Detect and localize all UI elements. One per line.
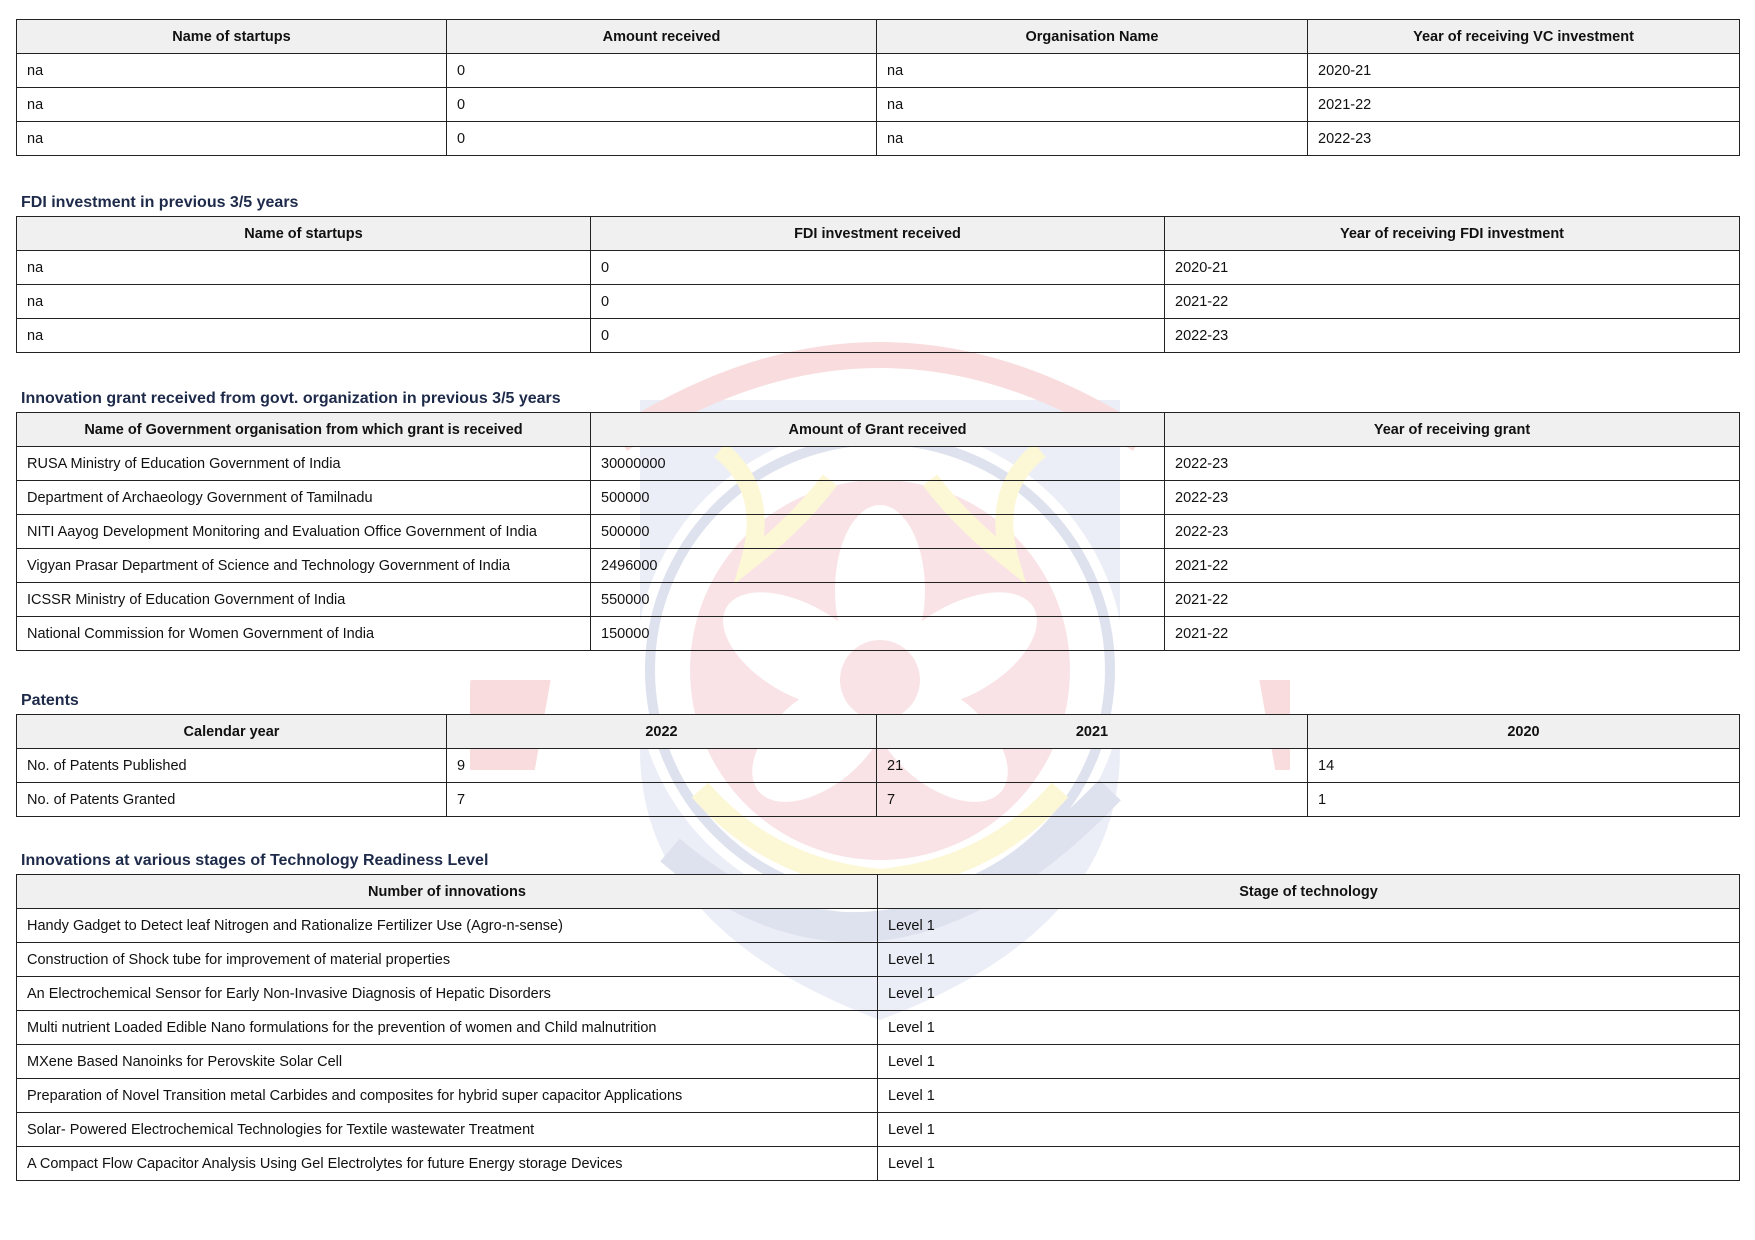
column-header: Name of Government organisation from which grant is received xyxy=(17,413,591,447)
table-cell: 2021-22 xyxy=(1308,88,1740,122)
table-header-row xyxy=(17,875,1740,909)
table-cell: 0 xyxy=(591,251,1165,285)
table-row xyxy=(17,549,1740,583)
column-header: Amount received xyxy=(447,20,877,54)
table-cell: Level 1 xyxy=(878,977,1740,1011)
table-cell: 2496000 xyxy=(591,549,1165,583)
table-row xyxy=(17,515,1740,549)
table-cell: 7 xyxy=(447,783,877,817)
table-cell: RUSA Ministry of Education Government of India xyxy=(17,447,591,481)
table-cell: na xyxy=(877,122,1308,156)
fdi-section-title: FDI investment in previous 3/5 years xyxy=(21,194,299,211)
column-header: 2021 xyxy=(877,715,1308,749)
column-header: Organisation Name xyxy=(877,20,1308,54)
table-cell: National Commission for Women Government of India xyxy=(17,617,591,651)
table-cell: Handy Gadget to Detect leaf Nitrogen and Rationalize Fertilizer Use (Agro-n-sense) xyxy=(17,909,878,943)
table-cell: 2022-23 xyxy=(1165,515,1740,549)
table-header-row xyxy=(17,20,1740,54)
patents-table xyxy=(16,714,1740,817)
table-cell: na xyxy=(877,54,1308,88)
table-header-row xyxy=(17,217,1740,251)
table-cell: Level 1 xyxy=(878,1147,1740,1181)
table-row xyxy=(17,1011,1740,1045)
table-row xyxy=(17,1045,1740,1079)
innovation-grants-table xyxy=(16,412,1740,651)
column-header: Year of receiving FDI investment xyxy=(1165,217,1740,251)
table-cell: ICSSR Ministry of Education Government of India xyxy=(17,583,591,617)
table-cell: 0 xyxy=(447,122,877,156)
table-row xyxy=(17,909,1740,943)
table-cell: 30000000 xyxy=(591,447,1165,481)
column-header: Calendar year xyxy=(17,715,447,749)
table-cell: MXene Based Nanoinks for Perovskite Solar Cell xyxy=(17,1045,878,1079)
table-cell: No. of Patents Published xyxy=(17,749,447,783)
table-row xyxy=(17,749,1740,783)
table-cell: Multi nutrient Loaded Edible Nano formulations for the prevention of women and Child malnutrition xyxy=(17,1011,878,1045)
table-cell: 2020-21 xyxy=(1308,54,1740,88)
table-row xyxy=(17,122,1740,156)
table-cell: NITI Aayog Development Monitoring and Evaluation Office Government of India xyxy=(17,515,591,549)
table-cell: 2022-23 xyxy=(1308,122,1740,156)
column-header: Stage of technology xyxy=(878,875,1740,909)
table-row xyxy=(17,447,1740,481)
table-cell: 0 xyxy=(447,54,877,88)
table-row xyxy=(17,617,1740,651)
column-header: 2022 xyxy=(447,715,877,749)
column-header: Number of innovations xyxy=(17,875,878,909)
table-cell: Department of Archaeology Government of Tamilnadu xyxy=(17,481,591,515)
table-cell: na xyxy=(17,285,591,319)
trl-section-title: Innovations at various stages of Technology Readiness Level xyxy=(21,852,489,869)
table-header-row xyxy=(17,715,1740,749)
table-cell: Construction of Shock tube for improvement of material properties xyxy=(17,943,878,977)
table-cell: 2022-23 xyxy=(1165,447,1740,481)
table-cell: na xyxy=(17,88,447,122)
table-row xyxy=(17,319,1740,353)
column-header: Year of receiving VC investment xyxy=(1308,20,1740,54)
vc-investment-table xyxy=(16,19,1740,156)
table-cell: An Electrochemical Sensor for Early Non-Invasive Diagnosis of Hepatic Disorders xyxy=(17,977,878,1011)
table-cell: No. of Patents Granted xyxy=(17,783,447,817)
table-cell: 21 xyxy=(877,749,1308,783)
table-cell: 550000 xyxy=(591,583,1165,617)
table-cell: 2020-21 xyxy=(1165,251,1740,285)
table-row xyxy=(17,88,1740,122)
table-cell: 2022-23 xyxy=(1165,319,1740,353)
table-cell: 14 xyxy=(1308,749,1740,783)
table-cell: 0 xyxy=(447,88,877,122)
table-row xyxy=(17,285,1740,319)
table-cell: A Compact Flow Capacitor Analysis Using Gel Electrolytes for future Energy storage Devices xyxy=(17,1147,878,1181)
table-cell: na xyxy=(17,319,591,353)
table-cell: Solar- Powered Electrochemical Technologies for Textile wastewater Treatment xyxy=(17,1113,878,1147)
column-header: Amount of Grant received xyxy=(591,413,1165,447)
table-row xyxy=(17,1113,1740,1147)
table-cell: 500000 xyxy=(591,481,1165,515)
table-cell: 2021-22 xyxy=(1165,617,1740,651)
table-cell: na xyxy=(17,54,447,88)
table-cell: 7 xyxy=(877,783,1308,817)
table-cell: na xyxy=(17,251,591,285)
column-header: FDI investment received xyxy=(591,217,1165,251)
table-cell: 150000 xyxy=(591,617,1165,651)
fdi-investment-table xyxy=(16,216,1740,353)
table-row xyxy=(17,1147,1740,1181)
table-cell: Level 1 xyxy=(878,909,1740,943)
table-cell: na xyxy=(17,122,447,156)
table-cell: 2021-22 xyxy=(1165,285,1740,319)
column-header: 2020 xyxy=(1308,715,1740,749)
table-cell: 9 xyxy=(447,749,877,783)
column-header: Year of receiving grant xyxy=(1165,413,1740,447)
table-cell: 2021-22 xyxy=(1165,583,1740,617)
table-row xyxy=(17,481,1740,515)
table-row xyxy=(17,54,1740,88)
table-cell: Level 1 xyxy=(878,1113,1740,1147)
table-cell: Level 1 xyxy=(878,1045,1740,1079)
technology-readiness-table xyxy=(16,874,1740,1181)
patents-section-title: Patents xyxy=(21,692,79,709)
table-cell: Vigyan Prasar Department of Science and Technology Government of India xyxy=(17,549,591,583)
table-row xyxy=(17,251,1740,285)
table-header-row xyxy=(17,413,1740,447)
table-cell: 2022-23 xyxy=(1165,481,1740,515)
table-cell: 2021-22 xyxy=(1165,549,1740,583)
table-row xyxy=(17,783,1740,817)
table-cell: 0 xyxy=(591,285,1165,319)
table-row xyxy=(17,1079,1740,1113)
table-cell: 1 xyxy=(1308,783,1740,817)
table-row xyxy=(17,977,1740,1011)
table-row xyxy=(17,583,1740,617)
grants-section-title: Innovation grant received from govt. organization in previous 3/5 years xyxy=(21,390,561,407)
table-cell: Preparation of Novel Transition metal Carbides and composites for hybrid super capacitor Applications xyxy=(17,1079,878,1113)
table-cell: 500000 xyxy=(591,515,1165,549)
column-header: Name of startups xyxy=(17,20,447,54)
table-cell: na xyxy=(877,88,1308,122)
table-cell: Level 1 xyxy=(878,1011,1740,1045)
table-cell: 0 xyxy=(591,319,1165,353)
column-header: Name of startups xyxy=(17,217,591,251)
table-cell: Level 1 xyxy=(878,943,1740,977)
table-row xyxy=(17,943,1740,977)
table-cell: Level 1 xyxy=(878,1079,1740,1113)
